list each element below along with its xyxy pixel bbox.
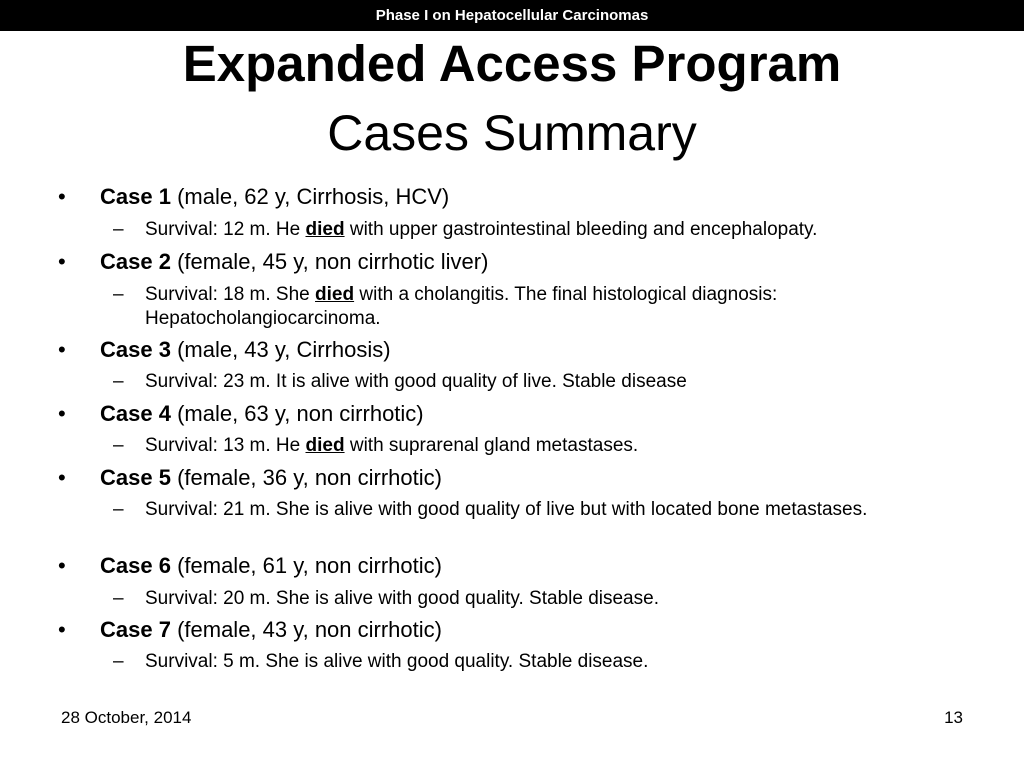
- case-name: Case 5: [100, 465, 171, 490]
- case-info: (female, 43 y, non cirrhotic): [170, 617, 442, 642]
- case-name: Case 3: [100, 337, 171, 362]
- case-detail: [113, 218, 983, 242]
- case-info: (male, 62 y, Cirrhosis, HCV): [170, 184, 450, 209]
- detail-text: Survival: 21 m. She is alive with good quality of live but with located bone metastases.: [145, 499, 868, 520]
- case-item: [58, 465, 442, 491]
- case-info: (female, 45 y, non cirrhotic liver): [170, 249, 489, 274]
- case-detail: [113, 434, 983, 458]
- detail-text: with upper gastrointestinal bleeding and encephalopaty.: [344, 219, 818, 240]
- detail-text: Survival: 5 m. She is alive with good quality. Stable disease.: [145, 651, 649, 672]
- detail-text: Survival: 18 m. She: [145, 284, 316, 305]
- case-name: Case 7: [100, 617, 171, 642]
- case-name: Case 6: [100, 553, 171, 578]
- dash-icon: –: [113, 651, 124, 672]
- bullet-icon: •: [58, 337, 66, 362]
- bullet-icon: •: [58, 249, 66, 274]
- case-info: (female, 36 y, non cirrhotic): [170, 465, 442, 490]
- detail-text: with a cholangitis. The final histological diagnosis: Hepatocholangiocarcinoma.: [145, 284, 778, 329]
- detail-text: Survival: 20 m. She is alive with good quality. Stable disease.: [145, 588, 659, 609]
- slide-title: Expanded Access Program: [182, 35, 842, 92]
- case-info: (female, 61 y, non cirrhotic): [170, 553, 442, 578]
- case-name: Case 1: [100, 184, 171, 209]
- case-info: (male, 43 y, Cirrhosis): [170, 337, 391, 362]
- slide-subtitle: Cases Summary: [327, 105, 697, 161]
- dash-icon: –: [113, 435, 124, 456]
- dash-icon: –: [113, 219, 124, 240]
- bullet-icon: •: [58, 465, 66, 490]
- bullet-icon: •: [58, 553, 66, 578]
- case-item: [58, 553, 442, 579]
- detail-text: Survival: 13 m. He: [145, 435, 306, 456]
- died-emphasis: died: [315, 284, 355, 305]
- dash-icon: –: [113, 499, 124, 520]
- detail-text: Survival: 23 m. It is alive with good quality of live. Stable disease: [145, 371, 687, 392]
- case-detail: [113, 283, 983, 331]
- footer-date: 28 October, 2014: [61, 708, 192, 727]
- bullet-icon: •: [58, 401, 66, 426]
- case-detail: [113, 498, 893, 522]
- case-item: [58, 184, 449, 210]
- dash-icon: –: [113, 371, 124, 392]
- bullet-icon: •: [58, 617, 66, 642]
- case-item: [58, 249, 488, 275]
- dash-icon: –: [113, 284, 124, 305]
- header-title: Phase I on Hepatocellular Carcinomas: [375, 7, 649, 24]
- page-number: 13: [944, 708, 963, 727]
- case-detail: [113, 370, 983, 394]
- case-name: Case 4: [100, 401, 171, 426]
- detail-text: Survival: 12 m. He: [145, 219, 306, 240]
- died-emphasis: died: [305, 435, 345, 456]
- bullet-icon: •: [58, 184, 66, 209]
- case-item: [58, 337, 391, 363]
- detail-text: with suprarenal gland metastases.: [344, 435, 639, 456]
- case-item: [58, 617, 442, 643]
- dash-icon: –: [113, 588, 124, 609]
- case-info: (male, 63 y, non cirrhotic): [170, 401, 424, 426]
- died-emphasis: died: [305, 219, 345, 240]
- case-name: Case 2: [100, 249, 171, 274]
- case-detail: [113, 650, 983, 674]
- case-detail: [113, 587, 983, 611]
- case-item: [58, 401, 424, 427]
